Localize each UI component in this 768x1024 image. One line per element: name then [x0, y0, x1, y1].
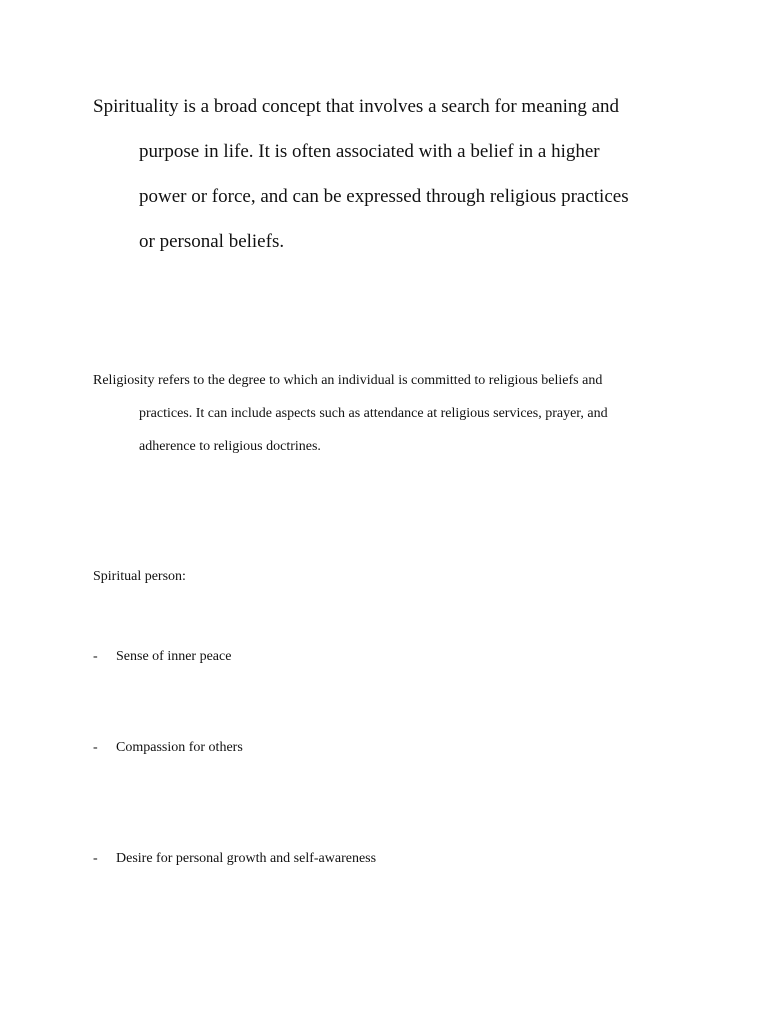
list-item — [93, 738, 243, 758]
spirituality-line-3: power or force, and can be expressed through religious practices — [139, 186, 629, 207]
list-item-text: Sense of inner peace — [116, 649, 232, 664]
list-item — [93, 647, 231, 667]
spirituality-line-4: or personal beliefs. — [139, 231, 285, 252]
list-item — [93, 849, 376, 869]
list-item-text: Compassion for others — [116, 740, 243, 755]
religiosity-line-3: adherence to religious doctrines. — [139, 439, 321, 454]
spiritual-person-heading: Spiritual person: — [93, 569, 186, 584]
bullet-dash: - — [93, 740, 98, 755]
list-item-text: Desire for personal growth and self-awareness — [116, 851, 377, 866]
religiosity-paragraph — [93, 364, 693, 463]
spirituality-line-1: Spirituality is a broad concept that involves a search for meaning and — [93, 96, 620, 117]
religiosity-line-2: practices. It can include aspects such as attendance at religious services, prayer, and — [139, 406, 608, 421]
spirituality-paragraph — [93, 84, 683, 264]
bullet-dash: - — [93, 649, 98, 664]
spirituality-line-2: purpose in life. It is often associated with a belief in a higher — [139, 141, 600, 162]
bullet-dash: - — [93, 851, 98, 866]
religiosity-line-1: Religiosity refers to the degree to which an individual is committed to religious beliefs and — [93, 373, 603, 388]
